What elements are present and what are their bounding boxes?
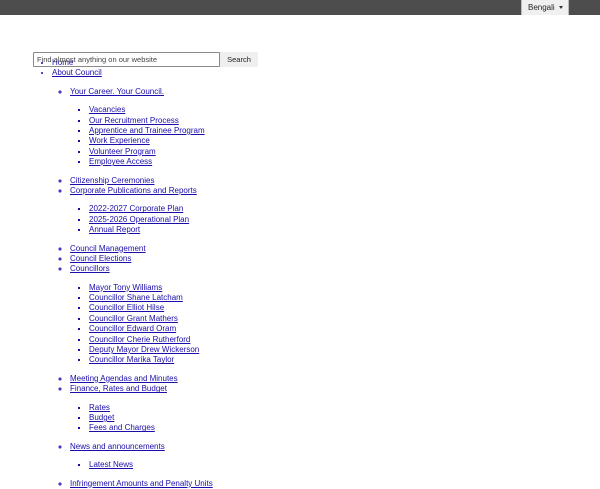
nav-link-councillor-cherie-rutherford[interactable]: Councillor Cherie Rutherford <box>89 334 191 344</box>
nav-link-vacancies[interactable]: Vacancies <box>89 105 126 115</box>
list-item <box>89 423 213 433</box>
top-bar <box>0 0 600 15</box>
list-item <box>89 147 213 157</box>
nav-link-volunteer-program[interactable]: Volunteer Program <box>89 146 156 156</box>
nav-item-meetings <box>70 374 213 384</box>
nav-link-councillor-grant-mathers[interactable]: Councillor Grant Mathers <box>89 313 178 323</box>
news-submenu <box>70 460 213 470</box>
nav-link-about-council[interactable]: About Council <box>52 68 102 78</box>
nav-link-councillor-elliot-hilse[interactable]: Councillor Elliot Hilse <box>89 303 165 313</box>
nav-link-corporate-publications[interactable]: Corporate Publications and Reports <box>70 185 197 195</box>
nav-item-career <box>70 87 213 168</box>
nav-link-infringement-amounts[interactable]: Infringement Amounts and Penalty Units <box>70 478 213 488</box>
list-item <box>89 225 213 235</box>
search-input[interactable] <box>33 52 220 67</box>
language-select-value: Bengali <box>528 3 555 12</box>
list-item <box>89 345 213 355</box>
list-item <box>89 204 213 214</box>
list-item <box>89 283 213 293</box>
about-submenu <box>52 87 213 489</box>
finance-submenu <box>70 403 213 434</box>
nav-link-fees-and-charges[interactable]: Fees and Charges <box>89 423 155 433</box>
caret-down-icon <box>559 6 563 9</box>
list-item <box>89 324 213 334</box>
nav-link-council-elections[interactable]: Council Elections <box>70 253 132 263</box>
main-nav <box>0 58 213 489</box>
nav-link-councillor-edward-oram[interactable]: Councillor Edward Oram <box>89 324 177 334</box>
nav-link-councillor-shane-latcham[interactable]: Councillor Shane Latcham <box>89 293 183 303</box>
list-item <box>89 136 213 146</box>
nav-link-council-management[interactable]: Council Management <box>70 243 146 253</box>
list-item <box>89 403 213 413</box>
list-item <box>89 105 213 115</box>
nav-link-meeting-agendas[interactable]: Meeting Agendas and Minutes <box>70 373 178 383</box>
list-item <box>89 355 213 365</box>
nav-link-councillors[interactable]: Councillors <box>70 264 110 274</box>
nav-link-councillor-marika-taylor[interactable]: Councillor Marika Taylor <box>89 355 175 365</box>
list-item <box>89 126 213 136</box>
nav-link-annual-report[interactable]: Annual Report <box>89 225 141 235</box>
nav-item-management <box>70 244 213 254</box>
nav-item-news <box>70 442 213 471</box>
nav-item-publications <box>70 186 213 236</box>
list-item <box>89 335 213 345</box>
nav-item-elections <box>70 254 213 264</box>
list-item <box>89 314 213 324</box>
nav-link-budget[interactable]: Budget <box>89 413 115 423</box>
language-select[interactable] <box>521 0 569 15</box>
list-item <box>89 215 213 225</box>
list-item <box>89 293 213 303</box>
nav-link-latest-news[interactable]: Latest News <box>89 460 134 470</box>
nav-link-rates[interactable]: Rates <box>89 402 110 412</box>
list-item <box>89 460 213 470</box>
nav-item-infringement <box>70 479 213 489</box>
nav-link-finance-rates-budget[interactable]: Finance, Rates and Budget <box>70 384 167 394</box>
nav-link-work-experience[interactable]: Work Experience <box>89 136 150 146</box>
nav-link-employee-access[interactable]: Employee Access <box>89 157 153 167</box>
list-item <box>89 303 213 313</box>
nav-link-corporate-plan[interactable]: 2022-2027 Corporate Plan <box>89 204 184 214</box>
nav-item-about <box>52 68 213 489</box>
list-item <box>89 157 213 167</box>
nav-link-news-announcements[interactable]: News and announcements <box>70 441 165 451</box>
nav-link-operational-plan[interactable]: 2025-2026 Operational Plan <box>89 214 190 224</box>
nav-link-apprentice-program[interactable]: Apprentice and Trainee Program <box>89 125 205 135</box>
nav-link-citizenship-ceremonies[interactable]: Citizenship Ceremonies <box>70 175 155 185</box>
list-item <box>89 116 213 126</box>
nav-link-home[interactable]: Home <box>52 58 74 67</box>
nav-link-your-career[interactable]: Your Career. Your Council. <box>70 86 164 96</box>
career-submenu <box>70 105 213 167</box>
nav-item-councillors <box>70 264 213 366</box>
nav-link-recruitment-process[interactable]: Our Recruitment Process <box>89 115 179 125</box>
publications-submenu <box>70 204 213 235</box>
nav-link-mayor-tony-williams[interactable]: Mayor Tony Williams <box>89 282 163 292</box>
nav-item-finance <box>70 384 213 434</box>
nav-link-deputy-mayor-drew-wickerson[interactable]: Deputy Mayor Drew Wickerson <box>89 345 200 355</box>
councillors-submenu <box>70 283 213 366</box>
search-button[interactable]: Search <box>220 52 258 67</box>
nav-item-citizenship <box>70 176 213 186</box>
list-item <box>89 413 213 423</box>
